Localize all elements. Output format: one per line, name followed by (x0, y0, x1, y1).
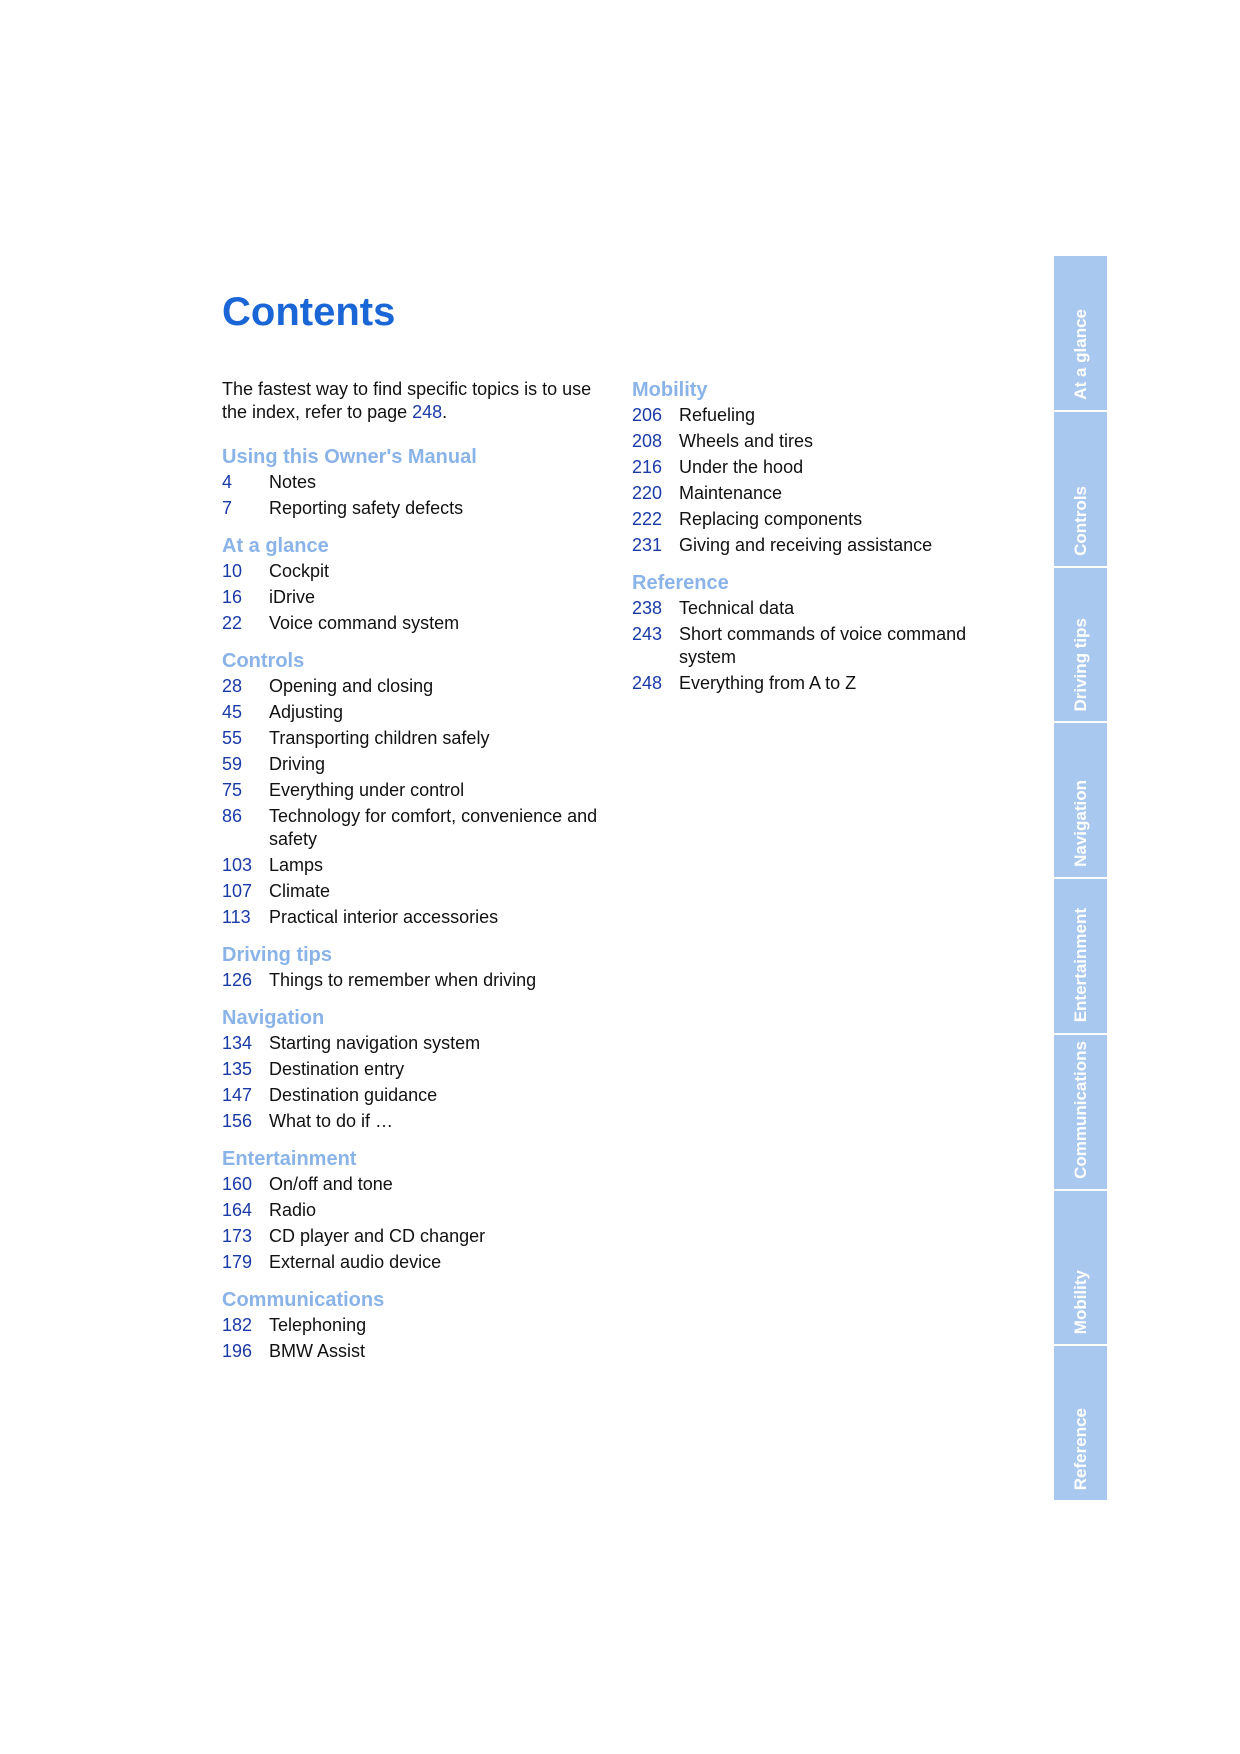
entry-title: Replacing components (679, 509, 863, 529)
page-number[interactable]: 16 (222, 587, 243, 607)
toc-entry[interactable] (632, 508, 992, 531)
toc-section (222, 445, 602, 520)
toc-entry[interactable] (222, 1173, 602, 1196)
page-number[interactable]: 220 (632, 483, 663, 503)
page-number[interactable]: 216 (632, 457, 663, 477)
page-number[interactable]: 4 (222, 472, 233, 492)
entry-title: Everything from A to Z (679, 673, 857, 693)
page-number[interactable]: 179 (222, 1252, 253, 1272)
index-page-link[interactable]: 248 (412, 402, 443, 422)
entry-title: Under the hood (679, 457, 804, 477)
chapter-tab[interactable] (1054, 568, 1107, 724)
toc-section (222, 1147, 602, 1274)
toc-entry[interactable] (632, 430, 992, 453)
intro-paragraph (222, 378, 602, 424)
chapter-tab[interactable] (1054, 256, 1107, 412)
entry-title: BMW Assist (269, 1341, 366, 1361)
entry-title: Technology for comfort, convenience and safety (269, 806, 598, 849)
chapter-tab[interactable] (1054, 412, 1107, 568)
page-number[interactable]: 75 (222, 780, 243, 800)
chapter-tab-strip (1054, 256, 1107, 1500)
chapter-tab-label: Mobility (1070, 1270, 1090, 1335)
entry-title: Maintenance (679, 483, 783, 503)
toc-entry[interactable] (222, 880, 602, 903)
section-heading[interactable]: Entertainment (222, 1148, 357, 1170)
entry-title: What to do if … (269, 1111, 394, 1131)
page-number[interactable]: 206 (632, 405, 663, 425)
section-heading[interactable]: Communications (222, 1289, 385, 1311)
page-number[interactable]: 196 (222, 1341, 253, 1361)
page-number[interactable]: 86 (222, 806, 243, 826)
toc-entry[interactable] (222, 727, 602, 750)
entry-title: Cockpit (269, 561, 330, 581)
toc-entry[interactable] (632, 404, 992, 427)
toc-entry[interactable] (222, 1199, 602, 1222)
toc-section (222, 649, 602, 929)
page-number[interactable]: 107 (222, 881, 253, 901)
entry-title: External audio device (269, 1252, 442, 1272)
page-number[interactable]: 134 (222, 1033, 253, 1053)
page-number[interactable]: 7 (222, 498, 233, 518)
page-number[interactable]: 103 (222, 855, 253, 875)
entry-title: Adjusting (269, 702, 344, 722)
page-number[interactable]: 243 (632, 624, 663, 644)
toc-entry[interactable] (222, 675, 602, 698)
entry-title: Radio (269, 1200, 317, 1220)
page-number[interactable]: 173 (222, 1226, 253, 1246)
page-number[interactable]: 182 (222, 1315, 253, 1335)
entry-title: Everything under control (269, 780, 465, 800)
toc-entry[interactable] (222, 805, 602, 851)
chapter-tab-label: Entertainment (1070, 908, 1090, 1023)
entry-title: Notes (269, 472, 317, 492)
chapter-tab[interactable] (1054, 1346, 1107, 1500)
page-number[interactable]: 231 (632, 535, 663, 555)
toc-section (222, 1006, 602, 1133)
section-heading[interactable]: Using this Owner's Manual (222, 446, 477, 468)
chapter-tab-label: Reference (1070, 1407, 1090, 1490)
entry-title: On/off and tone (269, 1174, 393, 1194)
page-number[interactable]: 10 (222, 561, 243, 581)
toc-entry[interactable] (222, 701, 602, 724)
entry-title: Wheels and tires (679, 431, 814, 451)
page-number[interactable]: 135 (222, 1059, 253, 1079)
entry-title: Destination guidance (269, 1085, 438, 1105)
intro-text: The fastest way to find specific topics is to use the index, refer to page (222, 379, 592, 422)
entry-title: Voice command system (269, 613, 460, 633)
toc-section (632, 378, 992, 557)
chapter-tab-label: Navigation (1070, 780, 1090, 867)
toc-entry[interactable] (222, 1058, 602, 1081)
intro-end: . (442, 402, 448, 422)
entry-title: Driving (269, 754, 326, 774)
chapter-tab-label: At a glance (1070, 309, 1090, 400)
page-number[interactable]: 147 (222, 1085, 253, 1105)
entry-title: Climate (269, 881, 331, 901)
page-number[interactable]: 248 (632, 673, 663, 693)
section-heading[interactable]: Reference (632, 572, 729, 594)
toc-entry[interactable] (222, 854, 602, 877)
toc-entry[interactable] (222, 1084, 602, 1107)
chapter-tab[interactable] (1054, 723, 1107, 879)
entry-title: Starting navigation system (269, 1033, 481, 1053)
page-number[interactable]: 208 (632, 431, 663, 451)
entry-title: Lamps (269, 855, 324, 875)
section-heading[interactable]: Driving tips (222, 944, 333, 966)
entry-title: Short commands of voice command system (679, 624, 967, 667)
toc-section (632, 571, 992, 695)
toc-entry[interactable] (632, 597, 992, 620)
chapter-tab[interactable] (1054, 1191, 1107, 1347)
section-heading[interactable]: Navigation (222, 1007, 325, 1029)
chapter-tab-label: Driving tips (1070, 617, 1090, 712)
right-column (632, 378, 992, 709)
entry-title: CD player and CD changer (269, 1226, 486, 1246)
chapter-tab-label: Controls (1070, 485, 1090, 556)
page-number[interactable]: 222 (632, 509, 663, 529)
toc-entry[interactable] (222, 1225, 602, 1248)
entry-title: Practical interior accessories (269, 907, 499, 927)
toc-entry[interactable] (222, 1110, 602, 1133)
entry-title: Giving and receiving assistance (679, 535, 933, 555)
toc-entry[interactable] (222, 779, 602, 802)
page-number[interactable]: 28 (222, 676, 243, 696)
toc-section (222, 1288, 602, 1363)
right-sections (632, 378, 992, 695)
page-title: Contents (222, 290, 396, 334)
entry-title: Reporting safety defects (269, 498, 464, 518)
chapter-tab[interactable] (1054, 879, 1107, 1035)
entry-title: Destination entry (269, 1059, 405, 1079)
toc-entry[interactable] (222, 753, 602, 776)
toc-entry[interactable] (222, 1032, 602, 1055)
entry-title: Technical data (679, 598, 795, 618)
section-heading[interactable]: Mobility (632, 379, 708, 401)
entry-title: iDrive (269, 587, 316, 607)
toc-entry[interactable] (222, 1340, 602, 1363)
left-column (222, 378, 602, 1377)
page-number[interactable]: 55 (222, 728, 243, 748)
page-number[interactable]: 126 (222, 970, 253, 990)
page-number[interactable]: 22 (222, 613, 243, 633)
page-number[interactable]: 156 (222, 1111, 253, 1131)
left-sections (222, 445, 602, 1363)
toc-entry[interactable] (222, 969, 602, 992)
toc-entry[interactable] (222, 471, 602, 494)
entry-title: Refueling (679, 405, 756, 425)
toc-entry[interactable] (632, 482, 992, 505)
toc-section (222, 943, 602, 992)
entry-title: Transporting children safely (269, 728, 490, 748)
section-heading[interactable]: At a glance (222, 535, 329, 557)
page-number[interactable]: 45 (222, 702, 243, 722)
page-number[interactable]: 238 (632, 598, 663, 618)
toc-entry[interactable] (632, 534, 992, 557)
entry-title: Opening and closing (269, 676, 434, 696)
toc-entry[interactable] (222, 612, 602, 635)
page-number[interactable]: 160 (222, 1174, 253, 1194)
toc-entry[interactable] (222, 586, 602, 609)
page-number[interactable]: 113 (222, 907, 251, 927)
entry-title: Things to remember when driving (269, 970, 537, 990)
toc-section (222, 534, 602, 635)
toc-entry[interactable] (222, 1251, 602, 1274)
toc-entry[interactable] (222, 560, 602, 583)
chapter-tab-label: Communications (1070, 1040, 1090, 1179)
toc-entry[interactable] (222, 1314, 602, 1337)
page-number[interactable]: 59 (222, 754, 243, 774)
toc-entry[interactable] (632, 456, 992, 479)
toc-entry[interactable] (222, 497, 602, 520)
page-number[interactable]: 164 (222, 1200, 253, 1220)
toc-entry[interactable] (632, 623, 992, 669)
toc-entry[interactable] (632, 672, 992, 695)
toc-entry[interactable] (222, 906, 602, 929)
chapter-tab[interactable] (1054, 1035, 1107, 1191)
section-heading[interactable]: Controls (222, 650, 305, 672)
entry-title: Telephoning (269, 1315, 367, 1335)
